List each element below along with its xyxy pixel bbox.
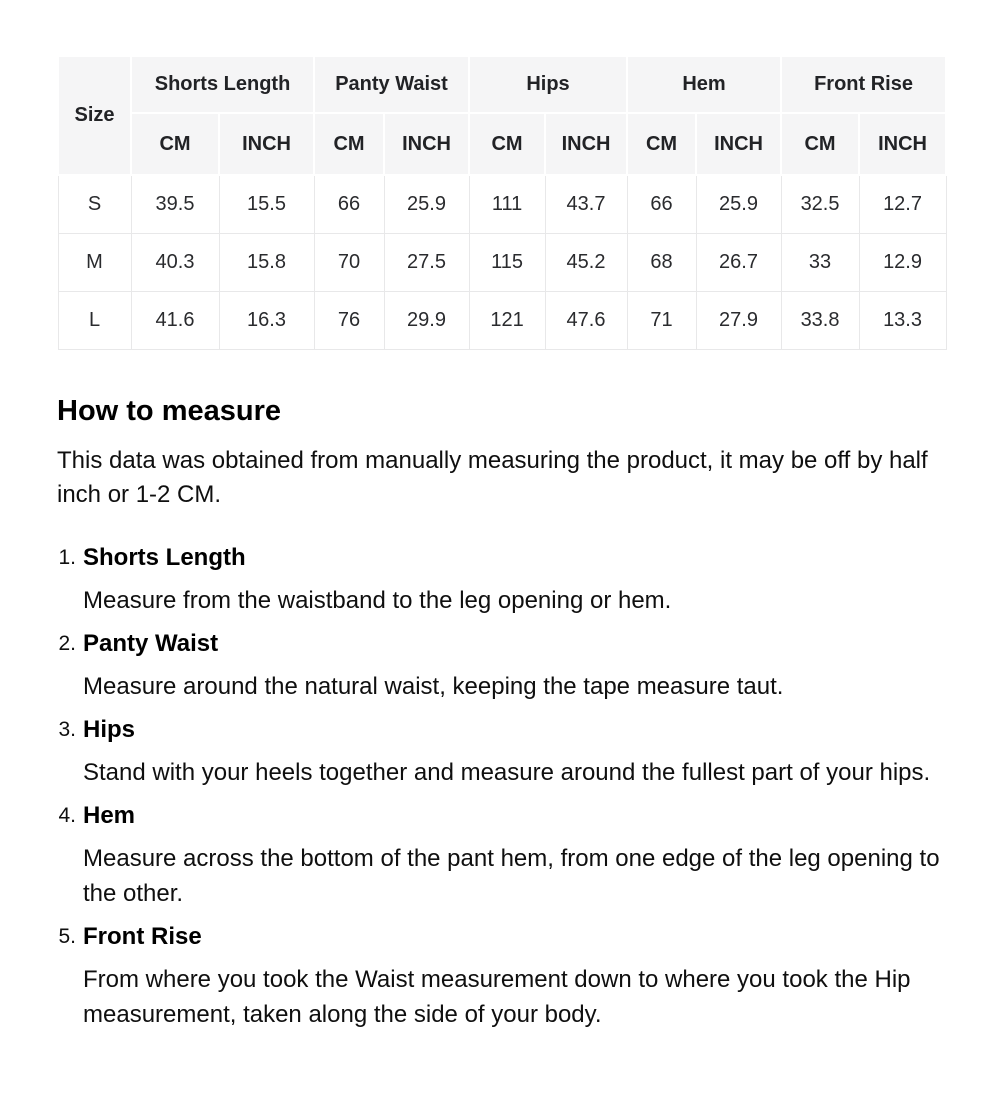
list-item-number: 4. [58,803,76,827]
list-item-title: Shorts Length [83,543,246,571]
size-label: M [58,233,131,291]
table-cell: 33 [781,233,859,291]
unit-header-cm: CM [781,113,859,175]
size-chart-table [57,55,947,350]
list-item [57,919,947,1032]
table-cell: 66 [314,175,384,233]
table-cell: 25.9 [384,175,469,233]
table-cell: 39.5 [131,175,219,233]
column-header-panty-waist: Panty Waist [314,56,469,113]
table-cell: 70 [314,233,384,291]
measure-disclaimer-text: This data was obtained from manually measuring the product, it may be off by half inch or 1-2 CM. [57,446,928,508]
list-item-description: From where you took the Waist measurement down to where you took the Hip measurement, taken along the side of your body. [83,965,911,1028]
table-cell: 29.9 [384,291,469,349]
table-cell: 40.3 [131,233,219,291]
column-header-size: Size [58,56,131,175]
table-row [58,175,946,233]
how-to-measure-heading: How to measure [57,394,281,427]
table-cell: 32.5 [781,175,859,233]
column-header-hem: Hem [627,56,781,113]
table-cell: 43.7 [545,175,627,233]
table-cell: 27.9 [696,291,781,349]
list-item-title: Front Rise [83,922,202,950]
table-cell: 47.6 [545,291,627,349]
table-cell: 25.9 [696,175,781,233]
list-item [57,626,947,704]
table-unit-header-row [58,113,946,175]
unit-header-cm: CM [131,113,219,175]
table-group-header-row [58,56,946,113]
table-cell: 15.8 [219,233,314,291]
size-label: L [58,291,131,349]
table-cell: 111 [469,175,545,233]
table-cell: 45.2 [545,233,627,291]
unit-header-inch: INCH [219,113,314,175]
list-item [57,798,947,911]
table-cell: 71 [627,291,696,349]
table-cell: 76 [314,291,384,349]
table-cell: 12.9 [859,233,946,291]
table-cell: 33.8 [781,291,859,349]
table-row [58,291,946,349]
table-cell: 15.5 [219,175,314,233]
unit-header-inch: INCH [696,113,781,175]
list-item-description: Measure around the natural waist, keeping the tape measure taut. [83,672,784,700]
unit-header-cm: CM [627,113,696,175]
unit-header-inch: INCH [384,113,469,175]
list-item-number: 2. [58,631,76,655]
unit-header-cm: CM [469,113,545,175]
list-item-description: Measure from the waistband to the leg opening or hem. [83,586,672,614]
table-cell: 115 [469,233,545,291]
column-header-front-rise: Front Rise [781,56,946,113]
table-cell: 121 [469,291,545,349]
list-item-number: 3. [58,717,76,741]
list-item-title: Panty Waist [83,629,219,657]
size-label: S [58,175,131,233]
list-item-description: Stand with your heels together and measure around the fullest part of your hips. [83,758,931,786]
table-cell: 16.3 [219,291,314,349]
table-cell: 13.3 [859,291,946,349]
table-cell: 26.7 [696,233,781,291]
unit-header-inch: INCH [859,113,946,175]
list-item-title: Hem [83,801,136,829]
list-item [57,712,947,790]
table-cell: 27.5 [384,233,469,291]
measure-instructions-list [57,540,945,1032]
column-header-shorts-length: Shorts Length [131,56,314,113]
column-header-hips: Hips [469,56,627,113]
unit-header-inch: INCH [545,113,627,175]
unit-header-cm: CM [314,113,384,175]
table-cell: 12.7 [859,175,946,233]
table-cell: 41.6 [131,291,219,349]
list-item-number: 5. [58,924,76,948]
list-item-number: 1. [58,545,76,569]
list-item [57,540,947,618]
list-item-description: Measure across the bottom of the pant hem, from one edge of the leg opening to the other. [83,844,940,907]
table-cell: 68 [627,233,696,291]
table-row [58,233,946,291]
list-item-title: Hips [83,715,136,743]
table-cell: 66 [627,175,696,233]
